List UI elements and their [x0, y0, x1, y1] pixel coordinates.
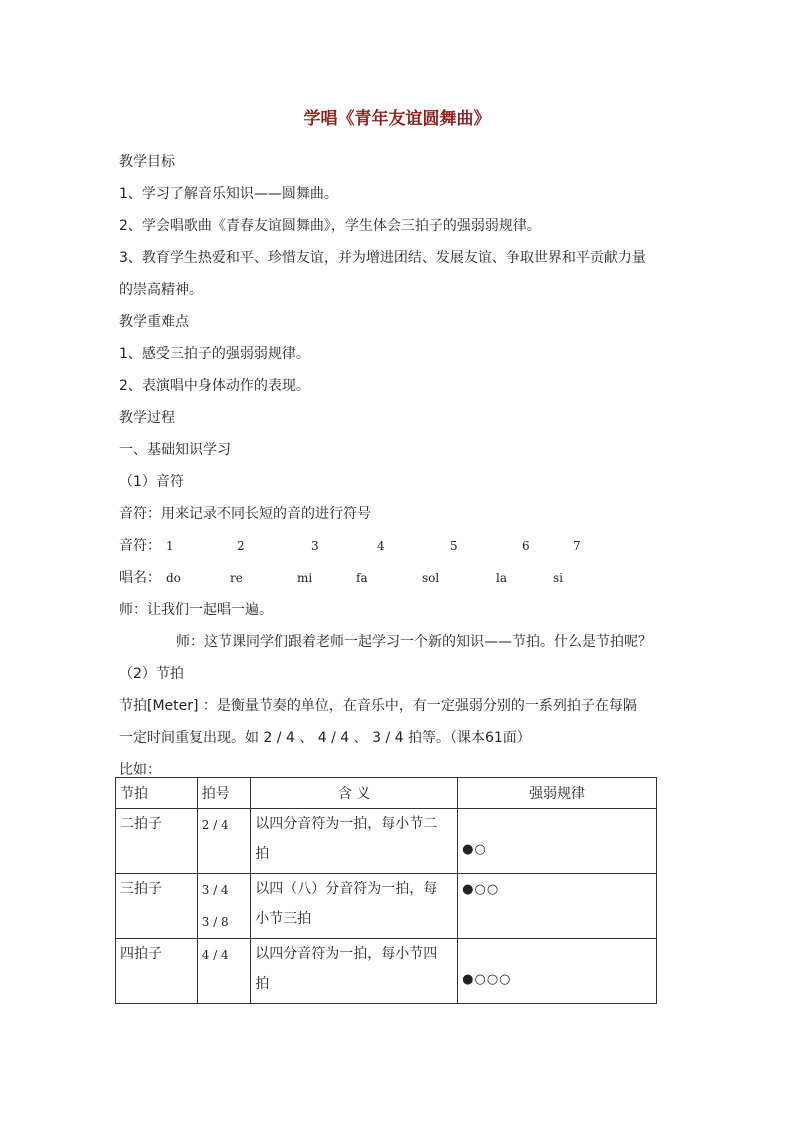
note-1: 1 [166, 539, 174, 553]
note-6: 6 [522, 539, 530, 553]
row-pattern [458, 874, 657, 939]
row-signature [197, 874, 250, 939]
goal-3-line-1: 3、教育学生热爱和平、珍惜友谊，并为增进团结、发展友谊、争取世界和平贡献力量 [119, 250, 646, 266]
goal-1: 1、学习了解音乐知识——圆舞曲。 [119, 186, 338, 202]
solfege-fa: fa [356, 571, 368, 585]
row-pattern [458, 939, 657, 1004]
strength-pattern: ●○○○ [462, 972, 512, 987]
meter-definition-line-2: 一定时间重复出现。如 2 / 4 、 4 / 4 、 3 / 4 拍等。（课本61面） [119, 730, 531, 746]
page-title: 学唱《青年友谊圆舞曲》 [303, 109, 491, 129]
note-2: 2 [237, 539, 245, 553]
row-meter-name: 二拍子 [116, 809, 198, 874]
meaning-line-2: 拍 [255, 846, 270, 862]
notes-label: 音符： [119, 538, 161, 554]
goals-heading: 教学目标 [119, 154, 175, 170]
solfege-re: re [230, 571, 243, 585]
header-pattern: 强弱规律 [458, 778, 657, 809]
row-meaning [251, 874, 458, 939]
header-meter: 节拍 [116, 778, 198, 809]
row-meaning [251, 809, 458, 874]
key-point-1: 1、感受三拍子的强弱弱规律。 [119, 346, 310, 362]
row-signature [197, 809, 250, 874]
sub-heading-meter: （2）节拍 [119, 666, 184, 682]
goal-3-line-2: 的崇高精神。 [119, 282, 203, 298]
sub-heading-notes: （1）音符 [119, 474, 184, 490]
row-signature [197, 939, 250, 1004]
note-5: 5 [450, 539, 458, 553]
row-meter-name: 四拍子 [116, 939, 198, 1004]
signature-line-1: 4 / 4 [201, 948, 229, 962]
note-definition: 音符：用来记录不同长短的音的进行符号 [119, 506, 371, 522]
teacher-line-1: 师：让我们一起唱一遍。 [119, 602, 273, 618]
solfege-sol: sol [422, 571, 440, 585]
meaning-line-2: 小节三拍 [255, 911, 312, 927]
solfege-do: do [166, 571, 181, 585]
meaning-line-2: 拍 [255, 976, 270, 992]
example-label: 比如： [119, 762, 161, 778]
key-point-2: 2、表演唱中身体动作的表现。 [119, 378, 310, 394]
table-row [116, 874, 657, 939]
meaning-line-1: 以四分音符为一拍，每小节四 [255, 946, 438, 962]
row-meter-name: 三拍子 [116, 874, 198, 939]
process-heading: 教学过程 [119, 410, 175, 426]
solfege-si: si [553, 571, 563, 585]
signature-line-1: 3 / 4 [201, 883, 229, 897]
signature-line-2: 3 / 8 [201, 915, 229, 929]
solfege-mi: mi [297, 571, 313, 585]
table-header-row [116, 778, 657, 809]
strength-pattern: ●○ [462, 842, 487, 857]
meter-table [115, 777, 657, 1004]
note-7: 7 [573, 539, 581, 553]
strength-pattern: ●○○ [462, 882, 500, 897]
teacher-line-2: 师：这节课同学们跟着老师一起学习一个新的知识——节拍。什么是节拍呢？ [176, 634, 652, 650]
part-1-heading: 一、基础知识学习 [119, 442, 231, 458]
row-pattern [458, 809, 657, 874]
meaning-line-1: 以四（八）分音符为一拍，每 [255, 881, 438, 897]
note-4: 4 [377, 539, 385, 553]
solfege-row [119, 568, 563, 588]
meter-definition-line-1: 节拍[Meter] ：是衡量节奏的单位，在音乐中，有一定强弱分别的一系列拍子在每隔 [119, 698, 637, 714]
note-3: 3 [311, 539, 319, 553]
table-row [116, 939, 657, 1004]
meaning-line-1: 以四分音符为一拍，每小节二 [255, 816, 438, 832]
signature-line-2: 2 / 4 [201, 818, 229, 832]
header-signature: 拍号 [197, 778, 250, 809]
goal-2: 2、学会唱歌曲《青春友谊圆舞曲》，学生体会三拍子的强弱弱规律。 [119, 218, 541, 234]
note-numbers-row [119, 536, 581, 556]
row-meaning [251, 939, 458, 1004]
table-row [116, 809, 657, 874]
header-meaning: 含 义 [251, 778, 458, 809]
solfege-la: la [496, 571, 507, 585]
key-points-heading: 教学重难点 [119, 314, 189, 330]
names-label: 唱名： [119, 570, 161, 586]
